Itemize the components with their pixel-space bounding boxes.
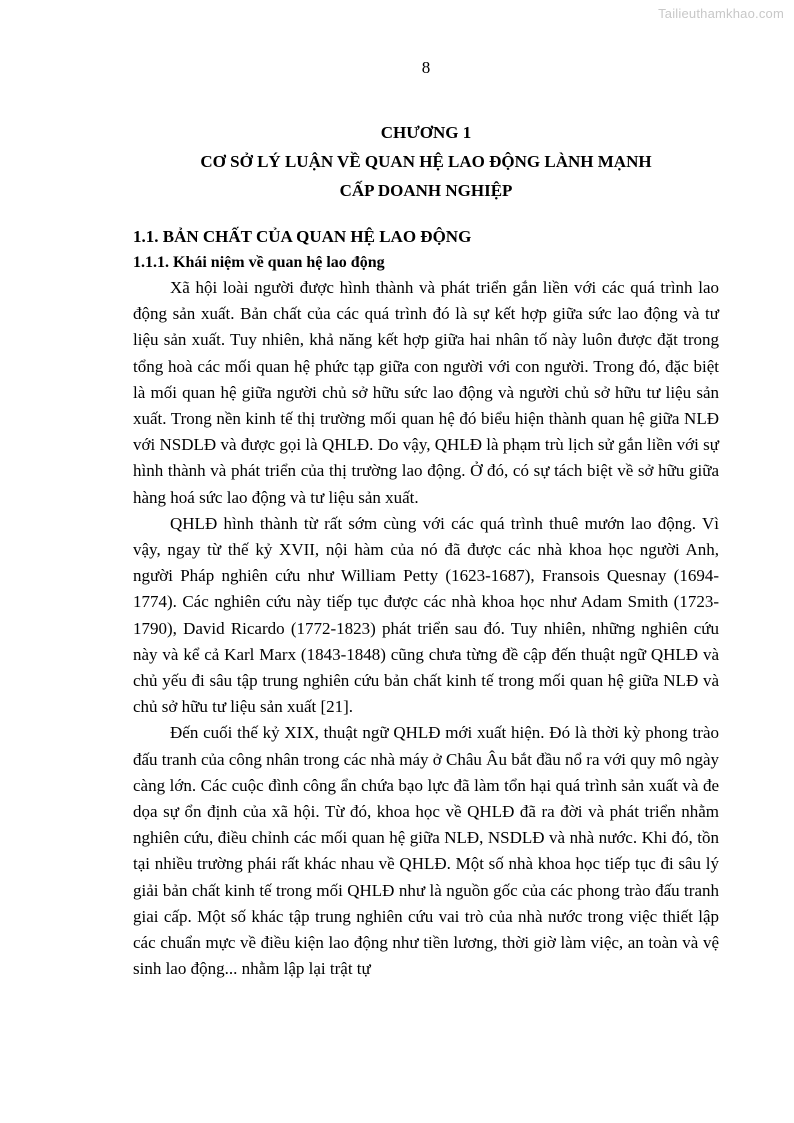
watermark: Tailieuthamkhao.com — [658, 6, 784, 21]
chapter-title-line-1: CƠ SỞ LÝ LUẬN VỀ QUAN HỆ LAO ĐỘNG LÀNH MẠNH — [200, 152, 652, 171]
body-text — [133, 275, 719, 982]
page-number: 8 — [421, 58, 431, 77]
paragraph-2: QHLĐ hình thành từ rất sớm cùng với các quá trình thuê mướn lao động. Vì vậy, ngay từ thế kỷ XVII, nội hàm của nó đã được các nhà khoa học người Anh, người Pháp nghiên cứu như William Petty (1623-1687), Fransois Quesnay (1694-1774). Các nghiên cứu này tiếp tục được các nhà khoa học như Adam Smith (1723-1790), David Ricardo (1772-1823) phát triển sau đó. Tuy nhiên, những nghiên cứu này và kể cả Karl Marx (1843-1848) cũng chưa từng đề cập đến thuật ngữ QHLĐ và chủ yếu đi sâu tập trung nghiên cứu bản chất kinh tế trong mối quan hệ giữa NLĐ và chủ sở hữu tư liệu sản xuất [21]. — [133, 513, 719, 717]
chapter-title-line-2: CẤP DOANH NGHIỆP — [339, 181, 513, 200]
subsection-heading: 1.1.1. Khái niệm về quan hệ lao động — [133, 254, 385, 271]
chapter-header — [133, 118, 719, 205]
section-heading: 1.1. BẢN CHẤT CỦA QUAN HỆ LAO ĐỘNG — [133, 227, 472, 246]
paragraph-1: Xã hội loài người được hình thành và phát triển gắn liền với các quá trình lao động sản xuất. Bản chất của các quá trình đó là sự kết hợp giữa sức lao động và tư liệu sản xuất. Tuy nhiên, khả năng kết hợp giữa hai nhân tố này luôn được đặt trong tổng hoà các mối quan hệ phức tạp giữa con người với con người. Trong đó, đặc biệt là mối quan hệ giữa người chủ sở hữu sức lao động và người chủ sở hữu tư liệu sản xuất. Trong nền kinh tế thị trường mối quan hệ đó biểu hiện thành quan hệ giữa NLĐ với NSDLĐ và được gọi là QHLĐ. Do vậy, QHLĐ là phạm trù lịch sử gắn liền với sự hình thành và phát triển của thị trường lao động. Ở đó, có sự tách biệt về sở hữu giữa hàng hoá sức lao động và tư liệu sản xuất. — [133, 278, 719, 507]
paragraph-3: Đến cuối thế kỷ XIX, thuật ngữ QHLĐ mới xuất hiện. Đó là thời kỳ phong trào đấu tranh của công nhân trong các nhà máy ở Châu Âu bắt đầu nổ ra với quy mô ngày càng lớn. Các cuộc đình công ẩn chứa bạo lực đã làm tổn hại quá trình sản xuất và đe dọa sự ổn định của xã hội. Từ đó, khoa học về QHLĐ đã ra đời và phát triển nhằm nghiên cứu, điều chỉnh các mối quan hệ giữa NLĐ, NSDLĐ và nhà nước. Khi đó, tồn tại nhiều trường phái rất khác nhau về QHLĐ. Một số nhà khoa học tiếp tục đi sâu lý giải bản chất kinh tế trong mối QHLĐ như là nguồn gốc của các phong trào đấu tranh giai cấp. Một số khác tập trung nghiên cứu vai trò của nhà nước trong việc thiết lập các chuẩn mực về điều kiện lao động như tiền lương, thời giờ làm việc, an toàn và vệ sinh lao động... nhằm lập lại trật tự — [133, 723, 719, 979]
chapter-label: CHƯƠNG 1 — [380, 123, 472, 142]
